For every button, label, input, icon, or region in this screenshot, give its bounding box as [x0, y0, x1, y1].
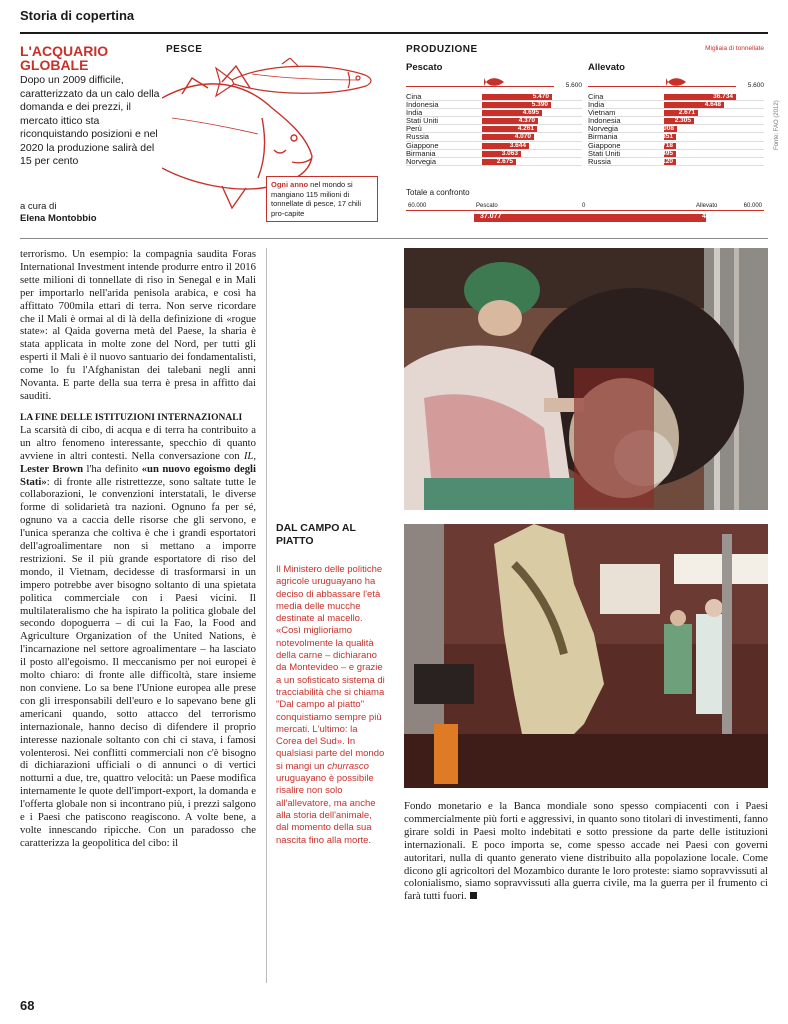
bar-category-label: Giappone	[588, 140, 621, 150]
bar-category-label: Birmania	[588, 132, 618, 142]
total-comparison	[406, 188, 764, 220]
bar	[482, 126, 537, 132]
pescato-scale-rule	[406, 86, 554, 87]
bar-category-label: Norvegia	[588, 124, 619, 134]
bar	[482, 102, 551, 108]
bar-category-label: Cina	[406, 92, 422, 101]
bar-row	[588, 158, 764, 166]
production-unit: Migliaia di tonnellate	[705, 45, 764, 52]
bar-row	[406, 125, 582, 133]
bar	[664, 110, 698, 116]
total-series-allevato-name: Allevato	[696, 203, 718, 209]
column-separator	[266, 248, 267, 983]
article-column-left	[20, 248, 256, 850]
total-label: Totale a confronto	[406, 188, 470, 197]
text-run: Il Ministero delle politiche agricole uruguayano ha deciso di abbassare l'età media delle mucche destinate al macello. «Così miglioriamo notevolmente la qualità della carne – dichiarano da Montevideo – e grazie a un sofisticato sistema di tracciabilità che si chiama "Dal campo al piatto" conquistiamo sempre più mercati. L'ultimo: la Corea del Sud». In qualsiasi parte del mondo si mangi un	[276, 564, 385, 772]
fish-panel-title: PESCE	[166, 44, 203, 55]
text-run: uruguayano è possibile risalire non solo all'allevatore, ma anche alla storia dell'animale, dal momento della sua nascita fino alla morte.	[276, 773, 376, 846]
photo-hanging-carcass	[404, 524, 768, 788]
total-series-pescato-name: Pescato	[476, 203, 498, 209]
bar-category-label: Indonesia	[588, 116, 621, 126]
credit-prefix: a cura di	[20, 201, 57, 212]
allevato-title: Allevato	[588, 62, 625, 73]
bar-category-label: Stati Uniti	[406, 116, 439, 126]
bar-value-label: 851	[662, 133, 673, 141]
bar	[482, 151, 521, 157]
allevato-scale	[588, 73, 764, 93]
pescato-title: Pescato	[406, 62, 443, 73]
total-value-allevato: 40.658	[702, 213, 724, 220]
pescato-rows	[406, 93, 582, 166]
text-run: l'ha definito	[83, 462, 142, 475]
bar-value-label: 4.261	[517, 125, 534, 133]
bar-value-label: 3.063	[501, 149, 518, 157]
bar-category-label: Indonesia	[406, 100, 439, 110]
section-divider	[20, 238, 768, 239]
bar	[482, 134, 534, 140]
text-run: : di fronte alle ristrettezze, sono saltate tutte le collaborazioni, le convenzioni interstatali, le diverse forme di solidarietà tra nazioni. Ognuno fa per sé, ognuno va a caccia delle risorse che gli servono, e l'unica speranza che coltiva è che i grandi esportatori dell'agroalimentare non si mettano a imporre restrizioni. Se il più grande esportatore di riso del mondo, il Vietnam, decidesse di trasformarsi in un impero potrebbe aver bisogno soltanto di una spietata politica commerciale con i Paesi vicini. Il multilateralismo che ha ispirato la politica globale del secondo dopoguerra – di cui la Fao, la Food and Agriculture Organization of the United Nations, è l'incarnazione nel settore agroalimentare – ha lasciato il posto all'egoismo. Il meccanismo per noi europei è molto chiaro: di fronte alle difficoltà, stare insieme non conviene. Lo sa bene l'Unione europea alle prese con gli irresponsabili dell'euro e lo sapevano bene gli americani quando, sotto attacco del terrorismo internazionale, hanno deciso di difendere il proprio interesse nazionale soltanto con chi ci stava, i famosi volenterosi. Nei conflitti commerciali non c'è bisogno di dichiarazioni ufficiali o di annunci o di vertici notturni a due, tre, quattro velocità: un Paese modifica internamente le quote dell'import-export, la domanda e l'offerta globale non si incontrano più, i prezzi salgono e i Paesi che patiscono reagiscono. A volte bene, a volte innescando ripicche. Con un paradosso che caratterizza la geopolitica del cibo: il	[20, 475, 256, 849]
bar	[657, 125, 677, 133]
bar-value-label: 495	[662, 149, 673, 157]
bar	[482, 159, 516, 165]
magazine-name: IL	[243, 449, 254, 462]
allevato-rows	[588, 93, 764, 166]
bar-value-label: 5.470	[532, 93, 549, 100]
bar	[664, 102, 724, 108]
total-bar-allevato	[585, 214, 706, 222]
bar-category-label: Stati Uniti	[588, 148, 621, 158]
bar-row	[406, 117, 582, 125]
bar	[664, 151, 676, 157]
article-paragraph	[404, 800, 768, 903]
credit-name: Elena Montobbio	[20, 213, 97, 224]
bar-value-label: 4.695	[522, 109, 539, 117]
bar-category-label: India	[588, 100, 605, 110]
section-title: Storia di copertina	[20, 8, 135, 23]
sidebar-title: DAL CAMPO AL PIATTO	[276, 522, 356, 547]
fish-note-highlight: Ogni anno	[271, 180, 309, 189]
text-run: La scarsità di cibo, di acqua e di terra ha contribuito a un altro fenomeno interessante, specchio di quanto avviene in altri contesti. Nella conversazione con	[20, 423, 256, 462]
article-paragraph	[20, 424, 256, 850]
photo-placeholder-bottom	[404, 524, 768, 788]
pescato-chart	[406, 62, 582, 166]
total-axis	[406, 202, 764, 232]
infographic-credit	[20, 201, 97, 225]
total-value-pescato: 37.077	[480, 213, 502, 220]
person-name: Lester Brown	[20, 462, 84, 475]
sidebar-text	[276, 564, 386, 847]
production-title: PRODUZIONE	[406, 44, 478, 55]
total-axis-line	[406, 210, 764, 211]
bar-category-label: Vietnam	[588, 108, 616, 118]
bar	[664, 143, 676, 149]
bar-category-label: Russia	[406, 132, 429, 142]
bar-row	[406, 101, 582, 109]
text-italic: churrasco	[327, 760, 369, 772]
sidebar-box	[276, 522, 386, 847]
photo-slaughterhouse-worker	[404, 248, 768, 510]
text-run: Fondo monetario e la Banca mondiale sono spesso compiacenti con i Paesi commercialmente più forti e aggressivi, in quanto sono titolari di investimenti, fanno girare soldi in Paesi molto indebitati e sotto pressione da parte delle istituzioni internazionali. E poco importa se, come spesso accade nei Paesi con governi autoritari, nulla di quanto generato viene distribuito alla popolazione locale. Come dicono gli agricoltori del Mozambico durante le loro proteste: siamo sopravvissuti al colonialismo, siamo sopravvissuti alla guerra civile, ma la guerra per il frumento ci farà tutti fuori.	[404, 800, 768, 903]
allevato-chart	[588, 62, 764, 166]
quote: «un nuovo egoismo degli Stati»	[20, 462, 256, 488]
production-panel	[402, 40, 768, 232]
bar-row	[588, 150, 764, 158]
bar-value-label: 718	[662, 141, 673, 149]
pescato-scale-max: 5.600	[565, 82, 582, 89]
total-tick-center: 0	[582, 203, 586, 209]
bar-value-label: 2.675	[496, 157, 513, 165]
bar-value-label: 120	[662, 157, 673, 165]
bar-row	[406, 158, 582, 166]
bar	[664, 134, 676, 140]
bar	[482, 143, 529, 149]
bar-value-label: 4.070	[514, 133, 531, 141]
text-run: ,	[253, 449, 256, 462]
bar-value-label: 4.648	[704, 101, 721, 109]
bar-value-label: 4.370	[518, 117, 535, 125]
page-number: 68	[20, 998, 35, 1013]
allevato-scale-rule	[588, 86, 736, 87]
total-tick-left: 60.000	[408, 203, 427, 209]
photo-placeholder-top	[404, 248, 768, 510]
fish-panel	[162, 40, 394, 232]
article-column-right	[404, 800, 768, 903]
bar	[664, 159, 676, 165]
bar-row	[588, 93, 764, 101]
bar	[482, 110, 542, 116]
pescato-scale	[406, 73, 582, 93]
fish-note	[266, 176, 378, 222]
bar-value-label: 5.390	[531, 101, 548, 109]
bar-category-label: Perù	[406, 124, 422, 134]
fish-note-text: nel mondo si mangiano 115 milioni di tonnellate di pesce, 17 chili pro-capite	[271, 180, 362, 218]
bar-category-label: Russia	[588, 156, 611, 166]
bar-value-label: 36.734	[713, 93, 733, 100]
section-header	[20, 8, 768, 23]
header-rule	[20, 32, 768, 34]
infographic-intro: Dopo un 2009 difficile, caratterizzato da un calo della domanda e dei prezzi, il mercato ittico sta riconquistando posizioni e nel 2020 la produzione salirà del 15 per cento	[20, 74, 160, 167]
bar-value-label: 2.305	[674, 117, 691, 125]
bar-category-label: Birmania	[406, 148, 436, 158]
infographic	[20, 40, 768, 232]
article-paragraph: terrorismo. Un esempio: la compagnia saudita Foras International Investment intende produrre entro il 2016 sette milioni di tonnellate di riso in Senegal e in Mali per importarlo nell'arida penisola arabica, e così ha affittato 700mila ettari di terra. Non serve ricordare che il Mali è ormai al di là della definizione di «rogue state»: al Qaida governa metà del Paese, la sharia è stata applicata in molte zone del Nord, per tutti gli esperti il Mali è il nuovo santuario dei fondamentalisti, come lo fu l'Afghanistan dei talebani negli anni Novanta. E parte della sua terra è presa in affitto dai sauditi.	[20, 248, 256, 402]
bar-category-label: Norvegia	[406, 156, 437, 166]
total-tick-right: 60.000	[743, 203, 762, 209]
bar	[664, 94, 736, 100]
bar	[482, 118, 538, 124]
end-of-article-mark	[470, 892, 477, 899]
bar-category-label: Cina	[588, 92, 604, 101]
infographic-title: L'ACQUARIO GLOBALE	[20, 43, 109, 73]
bar-category-label: India	[406, 108, 423, 118]
bar-value-label: 1.008	[657, 125, 674, 133]
bar	[664, 118, 694, 124]
bar-value-label: 2.671	[678, 109, 695, 117]
bar-value-label: 3.644	[509, 141, 526, 149]
source-credit: Fonte: FAO (2012)	[774, 100, 780, 150]
bar-category-label: Giappone	[406, 140, 439, 150]
article-subhead: LA FINE DELLE ISTITUZIONI INTERNAZIONALI	[20, 412, 243, 423]
bar	[482, 94, 552, 100]
allevato-scale-max: 5.600	[747, 82, 764, 89]
